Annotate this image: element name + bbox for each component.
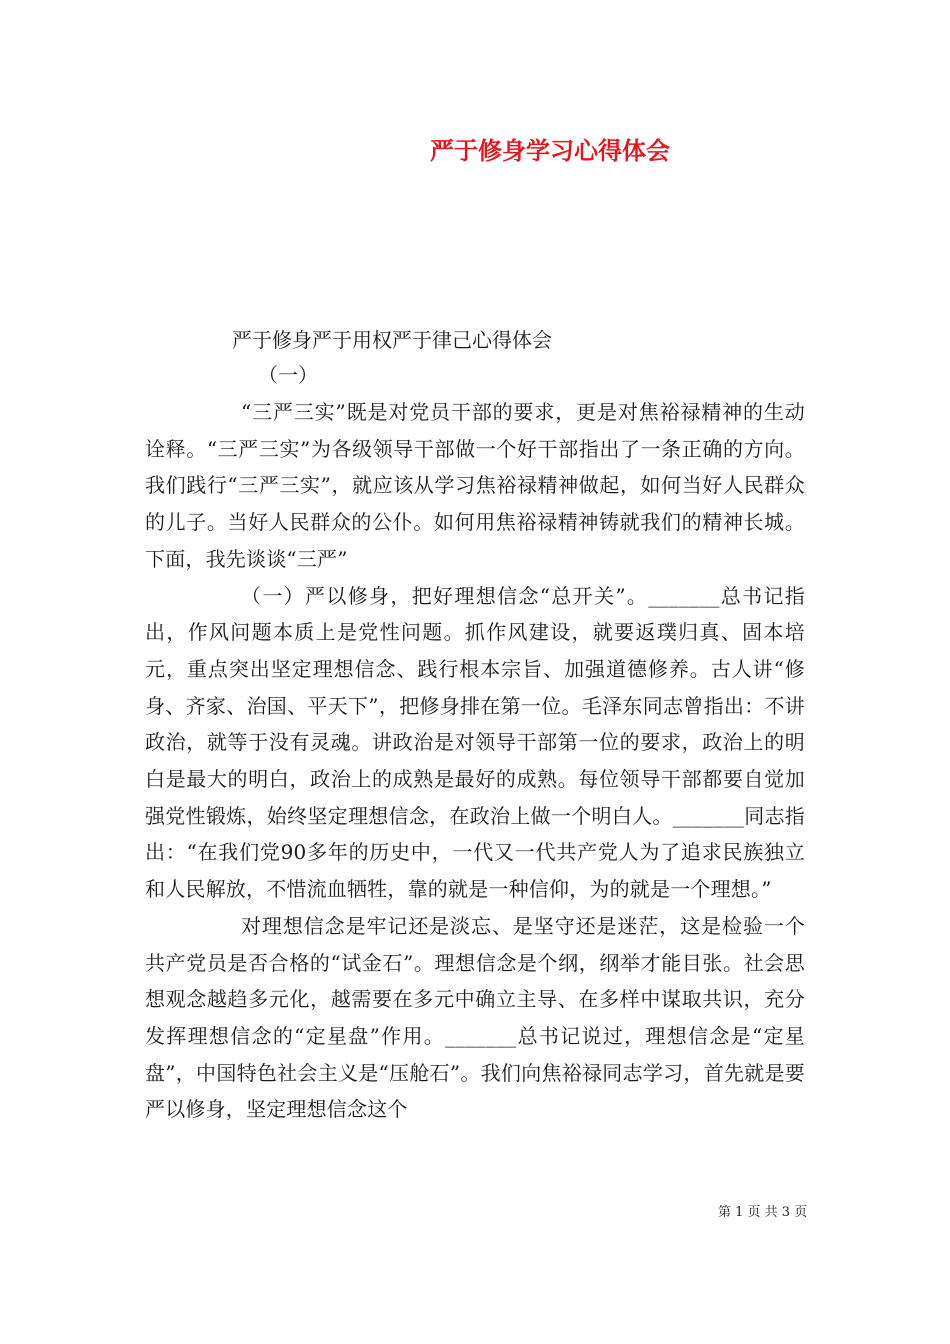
- paragraph-1: “三严三实”既是对党员干部的要求，更是对焦裕禄精神的生动诠释。“三严三实”为各级领导干部做一个好干部指出了一条正确的方向。我们践行“三严三实”，就应该从学习焦裕禄精神做起，如何当好人民群众的儿子。当好人民群众的公仆。如何用焦裕禄精神铸就我们的精神长城。下面，我先谈谈“三严”: [145, 400, 805, 571]
- document-subtitle: 严于修身严于用权严于律己心得体会: [232, 328, 552, 352]
- document-body: [145, 394, 805, 1128]
- paragraph-3: 对理想信念是牢记还是淡忘、是坚守还是迷茫，这是检验一个共产党员是否合格的“试金石”。理想信念是个纲，纲举才能目张。社会思想观念越趋多元化，越需要在多元中确立主导、在多样中谋取共识，充分发挥理想信念的“定星盘”作用。_______总书记说过，理想信念是“定星盘”，中国特色社会主义是“压舱石”。我们向焦裕禄同志学习，首先就是要严以修身，坚定理想信念这个: [145, 913, 805, 1122]
- page-number: 第 1 页 共 3 页: [718, 1205, 808, 1220]
- section-marker: （一）: [258, 363, 318, 387]
- document-title: 严于修身学习心得体会: [430, 136, 670, 165]
- paragraph-2: （一）严以修身，把好理想信念“总开关”。_______总书记指出，作风问题本质上是党性问题。抓作风建设，就要返璞归真、固本培元，重点突出坚定理想信念、践行根本宗旨、加强道德修养。古人讲“修身、齐家、治国、平天下”，把修身排在第一位。毛泽东同志曾指出：不讲政治，就等于没有灵魂。讲政治是对领导干部第一位的要求，政治上的明白是最大的明白，政治上的成熟是最好的成熟。每位领导干部都要自觉加强党性锻炼，始终坚定理想信念，在政治上做一个明白人。_______同志指出：“在我们党90多年的历史中，一代又一代共产党人为了追求民族独立和人民解放，不惜流血牺牲，靠的就是一种信仰，为的就是一个理想。”: [145, 583, 805, 902]
